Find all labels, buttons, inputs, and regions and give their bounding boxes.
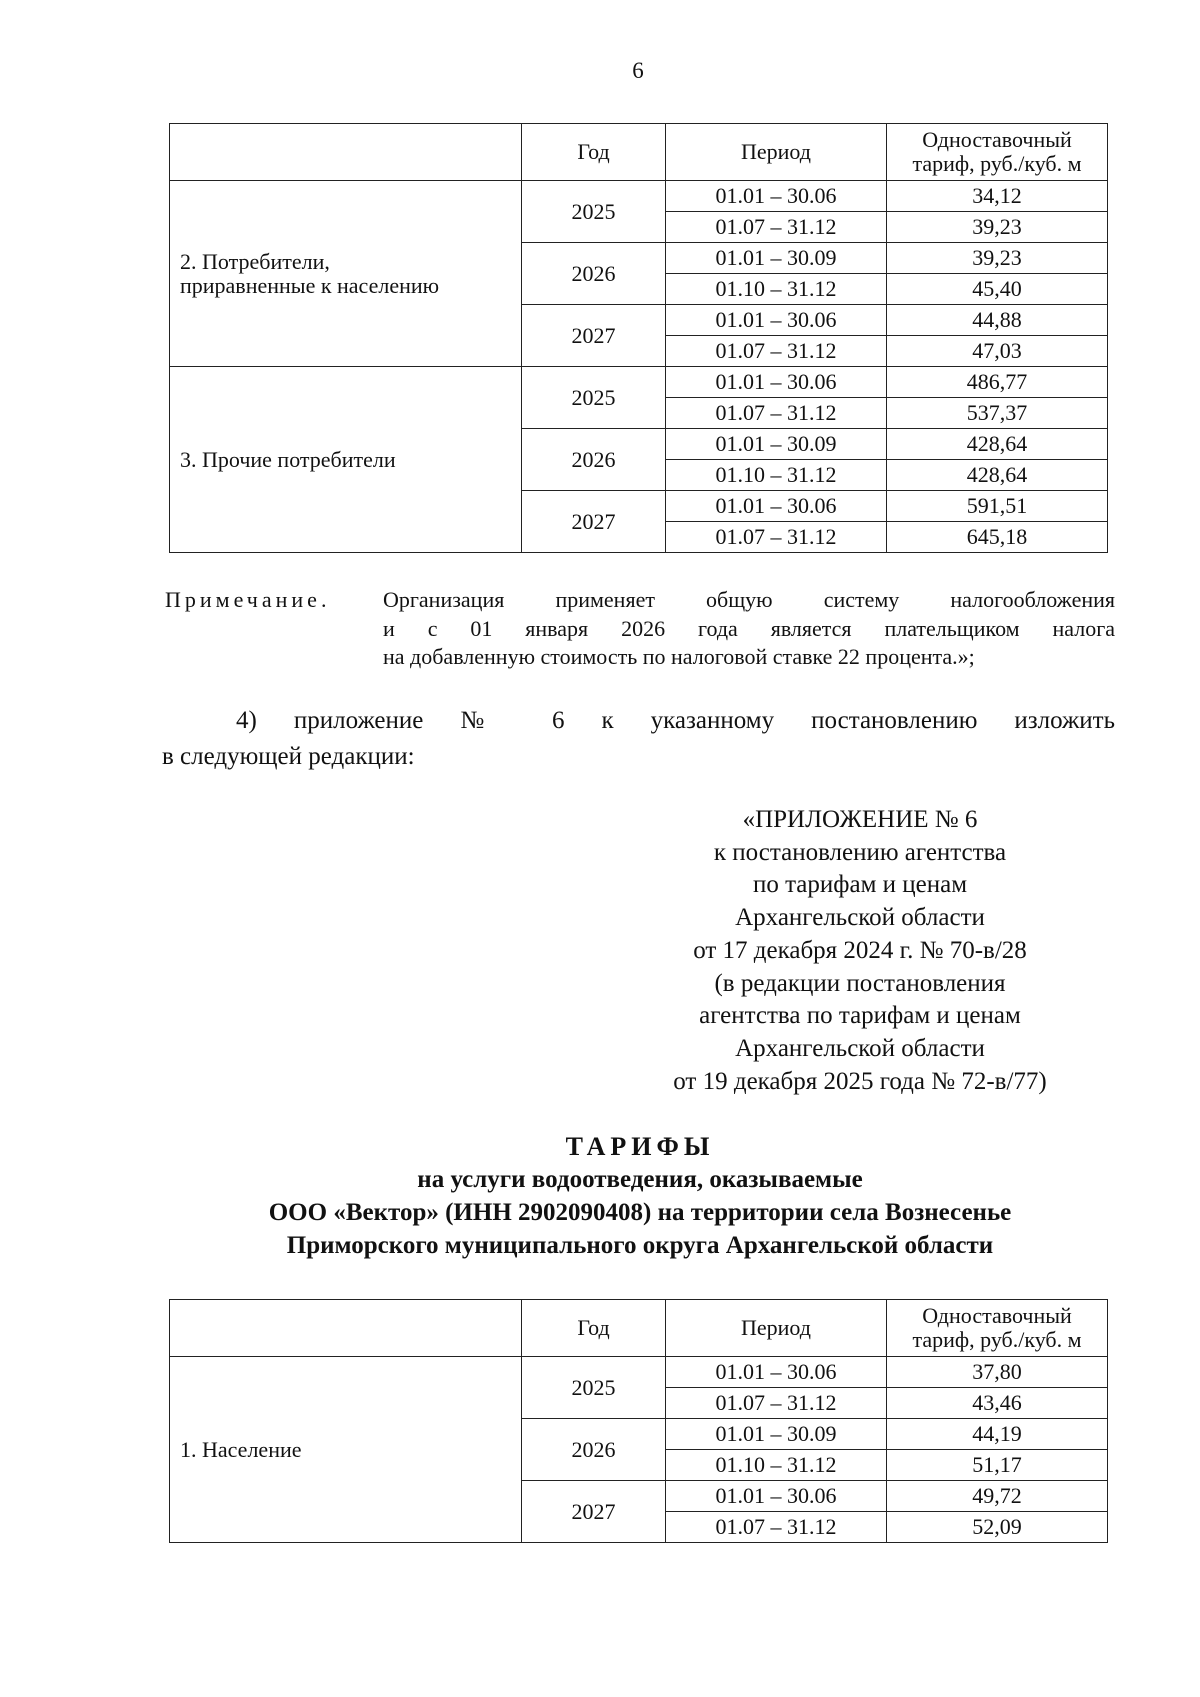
period-cell: 01.07 – 31.12 (666, 522, 887, 553)
tariff-cell: 47,03 (887, 336, 1108, 367)
header-tariff-line: тариф, руб./куб. м (912, 151, 1082, 176)
period-cell: 01.01 – 30.09 (666, 243, 887, 274)
period-cell: 01.01 – 30.06 (666, 181, 887, 212)
year-cell: 2027 (522, 305, 666, 367)
tariff-cell: 52,09 (887, 1512, 1108, 1543)
year-cell: 2027 (522, 1481, 666, 1543)
tariff-cell: 51,17 (887, 1450, 1108, 1481)
period-cell: 01.07 – 31.12 (666, 336, 887, 367)
tariff-cell: 49,72 (887, 1481, 1108, 1512)
note-line: Организация применяет общую систему налогообложения (383, 587, 1115, 612)
note-label: Примечание. (165, 587, 331, 612)
document-title (170, 1130, 1110, 1262)
table-row (170, 1357, 1108, 1388)
tariff-cell: 591,51 (887, 491, 1108, 522)
header-tariff (887, 124, 1108, 181)
appendix-line: к постановлению агентства (713, 838, 1007, 866)
appendix-line: Архангельской области (735, 1034, 985, 1062)
consumer-category (170, 367, 522, 553)
tariff-cell: 486,77 (887, 367, 1108, 398)
appendix-header (620, 804, 1100, 1098)
category-line: 3. Прочие потребители (180, 446, 396, 472)
title-heading: ТАРИФЫ (565, 1132, 715, 1161)
category-line: 2. Потребители, (180, 248, 330, 274)
tariff-cell: 428,64 (887, 460, 1108, 491)
table-row (170, 181, 1108, 212)
tariff-cell: 44,88 (887, 305, 1108, 336)
header-row (170, 124, 1108, 181)
tariff-cell: 45,40 (887, 274, 1108, 305)
table-row (170, 367, 1108, 398)
category-line: 1. Население (180, 1436, 302, 1462)
paragraph-line: 4) приложение № 6 к указанному постановлению изложить (236, 707, 1115, 734)
year-cell: 2026 (522, 243, 666, 305)
period-cell: 01.07 – 31.12 (666, 1388, 887, 1419)
header-tariff-line: Одноставочный (922, 127, 1072, 152)
appendix-line: агентства по тарифам и ценам (699, 1002, 1021, 1030)
tariff-cell: 39,23 (887, 212, 1108, 243)
header-category (170, 1300, 522, 1357)
period-cell: 01.10 – 31.12 (666, 1450, 887, 1481)
header-year: Год (522, 1300, 666, 1357)
note-line: на добавленную стоимость по налоговой ставке 22 процента.»; (383, 644, 975, 669)
header-row (170, 1300, 1108, 1357)
period-cell: 01.01 – 30.09 (666, 1419, 887, 1450)
title-line: ООО «Вектор» (ИНН 2902090408) на территории села Вознесенье (268, 1199, 1012, 1226)
year-cell: 2025 (522, 1357, 666, 1419)
header-period: Период (666, 124, 887, 181)
header-year: Год (522, 124, 666, 181)
year-cell: 2025 (522, 367, 666, 429)
appendix-line: (в редакции постановления (714, 969, 1006, 997)
tariff-cell: 537,37 (887, 398, 1108, 429)
header-tariff-line: тариф, руб./куб. м (912, 1327, 1082, 1352)
category-line: приравненные к населению (180, 272, 440, 298)
header-tariff (887, 1300, 1108, 1357)
consumer-category (170, 1357, 522, 1543)
tariff-cell: 37,80 (887, 1357, 1108, 1388)
title-line: на услуги водоотведения, оказываемые (417, 1166, 863, 1193)
period-cell: 01.01 – 30.06 (666, 1357, 887, 1388)
period-cell: 01.01 – 30.06 (666, 305, 887, 336)
period-cell: 01.01 – 30.06 (666, 491, 887, 522)
period-cell: 01.01 – 30.06 (666, 1481, 887, 1512)
header-tariff-line: Одноставочный (922, 1303, 1072, 1328)
appendix-line: Архангельской области (735, 904, 985, 932)
amendment-paragraph (162, 703, 1115, 775)
header-category (170, 124, 522, 181)
period-cell: 01.07 – 31.12 (666, 398, 887, 429)
year-cell: 2026 (522, 429, 666, 491)
appendix-line: по тарифам и ценам (752, 871, 968, 899)
period-cell: 01.07 – 31.12 (666, 212, 887, 243)
consumer-category (170, 181, 522, 367)
period-cell: 01.01 – 30.09 (666, 429, 887, 460)
title-line: Приморского муниципального округа Архангельской области (286, 1232, 994, 1259)
period-cell: 01.01 – 30.06 (666, 367, 887, 398)
appendix-line: «ПРИЛОЖЕНИЕ № 6 (742, 806, 978, 833)
tariff-table-1 (169, 123, 1108, 553)
tariff-cell: 39,23 (887, 243, 1108, 274)
header-period: Период (666, 1300, 887, 1357)
period-cell: 01.10 – 31.12 (666, 460, 887, 491)
note-line: и с 01 января 2026 года является плательщиком налога (383, 615, 1115, 641)
tariff-table-2 (169, 1299, 1108, 1543)
page-number: 6 (632, 58, 644, 83)
period-cell: 01.07 – 31.12 (666, 1512, 887, 1543)
tariff-cell: 43,46 (887, 1388, 1108, 1419)
tariff-cell: 645,18 (887, 522, 1108, 553)
period-cell: 01.10 – 31.12 (666, 274, 887, 305)
appendix-line: от 19 декабря 2025 года № 72-в/77) (673, 1067, 1047, 1095)
paragraph-line: в следующей редакции: (162, 743, 415, 770)
tariff-cell: 428,64 (887, 429, 1108, 460)
year-cell: 2027 (522, 491, 666, 553)
year-cell: 2026 (522, 1419, 666, 1481)
year-cell: 2025 (522, 181, 666, 243)
tariff-cell: 44,19 (887, 1419, 1108, 1450)
tariff-cell: 34,12 (887, 181, 1108, 212)
appendix-line: от 17 декабря 2024 г. № 70-в/28 (693, 936, 1027, 964)
